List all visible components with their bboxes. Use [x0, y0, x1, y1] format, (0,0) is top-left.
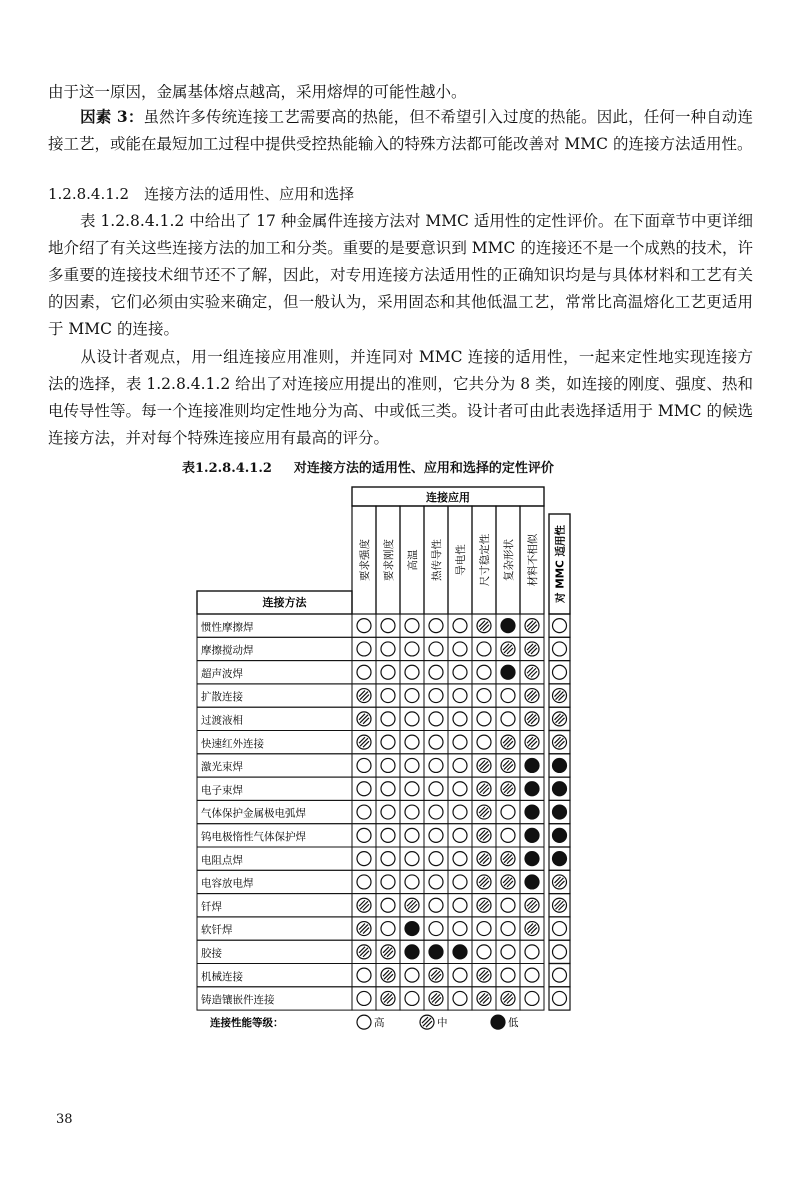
rating-symbol — [405, 828, 419, 842]
rating-symbol — [453, 852, 467, 866]
rating-symbol — [525, 875, 539, 889]
legend-text: 中 — [437, 1017, 448, 1030]
group-header-label: 连接应用 — [426, 491, 470, 504]
column-header-label: 高温 — [407, 549, 419, 571]
rating-symbol — [357, 828, 371, 842]
method-name: 软钎焊 — [201, 924, 233, 937]
page-number: 38 — [56, 1112, 73, 1127]
method-name: 胶接 — [201, 947, 222, 960]
rating-symbol — [525, 758, 539, 772]
rating-symbol — [453, 689, 467, 703]
rating-symbol — [357, 875, 371, 889]
rating-symbol — [453, 945, 467, 959]
rating-symbol — [381, 665, 395, 679]
rating-symbol — [381, 828, 395, 842]
rating-symbol — [429, 758, 443, 772]
rating-symbol — [453, 758, 467, 772]
legend-symbol — [357, 1015, 371, 1029]
rating-symbol — [429, 898, 443, 912]
rating-symbol — [381, 782, 395, 796]
mmc-symbol — [553, 828, 567, 842]
rating-symbol — [405, 712, 419, 726]
rating-symbol — [381, 642, 395, 656]
rating-symbol — [429, 828, 443, 842]
rating-symbol — [405, 665, 419, 679]
column-header-label: 尺寸稳定性 — [479, 533, 491, 587]
table-title: 对连接方法的适用性、应用和选择的定性评价 — [293, 461, 554, 476]
mmc-symbol — [553, 991, 567, 1005]
rating-symbol — [477, 689, 491, 703]
rating-symbol — [357, 665, 371, 679]
rating-symbol — [405, 852, 419, 866]
rating-symbol — [453, 875, 467, 889]
rating-symbol — [453, 735, 467, 749]
rating-symbol — [381, 712, 395, 726]
rating-symbol — [501, 689, 515, 703]
paragraph-3: 表 1.2.8.4.1.2 中给出了 17 种金属件连接方法对 MMC 适用性的定性评价。在下面章节中更详细地介绍了有关这些连接方法的加工和分类。重要的是要意识到 MMC 的连接还不是一个成熟的技术，许多重要的连接技术细节还不了解，因此，对专用连接方法适用性的正确知识均是与具体材料和工艺有关的因素，它们必须由实验来确定，但一般认为，采用固态和其他低温工艺，常常比高温熔化工艺更适用于 MMC 的连接。 — [48, 212, 753, 338]
rating-symbol — [429, 852, 443, 866]
rating-symbol — [429, 922, 443, 936]
mmc-symbol — [553, 922, 567, 936]
rating-symbol — [501, 805, 515, 819]
rating-symbol — [405, 735, 419, 749]
rating-symbol — [429, 689, 443, 703]
rating-symbol — [525, 828, 539, 842]
rating-symbol — [429, 712, 443, 726]
rating-symbol — [405, 805, 419, 819]
rating-symbol — [429, 782, 443, 796]
rating-symbol — [405, 991, 419, 1005]
rating-symbol — [453, 665, 467, 679]
column-header-label: 复杂形状 — [503, 539, 515, 581]
rating-symbol — [381, 689, 395, 703]
mmc-symbol — [553, 758, 567, 772]
rating-symbol — [501, 619, 515, 633]
rating-symbol — [477, 735, 491, 749]
rating-symbol — [453, 619, 467, 633]
mmc-symbol — [553, 619, 567, 633]
mmc-symbol — [553, 945, 567, 959]
section-heading: 1.2.8.4.1.2 连接方法的适用性、应用和选择 — [48, 185, 355, 203]
rating-symbol — [357, 619, 371, 633]
rating-symbol — [477, 712, 491, 726]
method-name: 铸造镶嵌件连接 — [201, 994, 275, 1007]
method-name: 激光束焊 — [201, 761, 243, 774]
rating-symbol — [453, 805, 467, 819]
rating-symbol — [501, 945, 515, 959]
rating-symbol — [357, 642, 371, 656]
method-header-label: 连接方法 — [262, 596, 307, 609]
rating-symbol — [357, 805, 371, 819]
mmc-symbol — [553, 642, 567, 656]
column-header-label: 要求强度 — [359, 539, 371, 581]
method-name: 摩擦搅动焊 — [201, 644, 254, 657]
mmc-symbol — [553, 852, 567, 866]
rating-symbol — [381, 852, 395, 866]
method-name: 电阻点焊 — [201, 854, 243, 867]
rating-symbol — [501, 968, 515, 982]
method-name: 钨电极惰性气体保护焊 — [201, 831, 306, 843]
rating-symbol — [405, 642, 419, 656]
rating-symbol — [429, 619, 443, 633]
method-name: 惯性摩擦焊 — [201, 621, 254, 634]
rating-symbol — [381, 922, 395, 936]
rating-symbol — [429, 805, 443, 819]
rating-symbol — [381, 805, 395, 819]
rating-symbol — [405, 689, 419, 703]
rating-symbol — [429, 665, 443, 679]
rating-symbol — [405, 922, 419, 936]
rating-symbol — [357, 782, 371, 796]
paragraph-4: 从设计者观点，用一组连接应用准则，并连同对 MMC 连接的适用性，一起来定性地实现连接方法的选择，表 1.2.8.4.1.2 给出了对连接应用提出的准则，它共分为 8 类，如连接的刚度、强度、热和电传导性等。每一个连接准则均定性地分为高、中或低三类。设计者可由此表选择适用于 MMC 的候选连接方法，并对每个特殊连接应用有最高的评分。 — [48, 348, 753, 447]
paragraph-1: 由于这一原因，金属基体熔点越高，采用熔焊的可能性越小。 — [48, 83, 467, 101]
rating-symbol — [381, 619, 395, 633]
rating-symbol — [405, 968, 419, 982]
rating-symbol — [453, 828, 467, 842]
rating-symbol — [381, 735, 395, 749]
rating-symbol — [525, 968, 539, 982]
rating-symbol — [429, 945, 443, 959]
rating-symbol — [453, 968, 467, 982]
rating-symbol — [453, 991, 467, 1005]
rating-symbol — [405, 782, 419, 796]
column-header-label: 热传导性 — [431, 539, 443, 581]
rating-symbol — [501, 712, 515, 726]
rating-symbol — [453, 782, 467, 796]
method-name: 扩散连接 — [201, 691, 243, 704]
rating-symbol — [357, 852, 371, 866]
rating-symbol — [357, 991, 371, 1005]
rating-symbol — [525, 991, 539, 1005]
rating-symbol — [501, 665, 515, 679]
mmc-header-label: 对 MMC 适用性 — [554, 525, 567, 603]
table-number: 表1.2.8.4.1.2 — [182, 461, 272, 476]
rating-symbol — [381, 898, 395, 912]
method-name: 超声波焊 — [201, 667, 243, 680]
rating-symbol — [525, 805, 539, 819]
rating-symbol — [525, 945, 539, 959]
column-header-label: 导电性 — [455, 544, 467, 576]
method-name: 快速红外连接 — [201, 737, 264, 750]
rating-symbol — [453, 712, 467, 726]
mmc-symbol — [553, 968, 567, 982]
rating-symbol — [405, 875, 419, 889]
rating-symbol — [477, 922, 491, 936]
method-name: 气体保护金属极电弧焊 — [201, 807, 306, 820]
column-header-label: 材料不相似 — [527, 533, 539, 587]
rating-symbol — [477, 945, 491, 959]
method-name: 机械连接 — [201, 970, 243, 983]
rating-symbol — [525, 782, 539, 796]
mmc-symbol — [553, 805, 567, 819]
column-header-label: 要求刚度 — [383, 539, 395, 581]
rating-symbol — [405, 619, 419, 633]
rating-symbol — [405, 945, 419, 959]
method-name: 电子束焊 — [201, 784, 243, 797]
rating-symbol — [477, 665, 491, 679]
legend-text: 低 — [508, 1017, 519, 1030]
rating-symbol — [501, 922, 515, 936]
legend-text: 高 — [374, 1017, 385, 1030]
legend-symbol — [491, 1015, 505, 1029]
method-name: 电容放电焊 — [201, 877, 254, 890]
rating-symbol — [453, 642, 467, 656]
rating-symbol — [453, 898, 467, 912]
mmc-symbol — [553, 782, 567, 796]
mmc-symbol — [553, 665, 567, 679]
rating-symbol — [381, 875, 395, 889]
rating-symbol — [477, 642, 491, 656]
rating-symbol — [405, 758, 419, 772]
legend-label: 连接性能等级： — [210, 1017, 284, 1030]
rating-symbol — [357, 758, 371, 772]
rating-symbol — [501, 828, 515, 842]
rating-symbol — [381, 758, 395, 772]
method-name: 钎焊 — [201, 900, 222, 913]
method-name: 过渡液相 — [201, 714, 243, 727]
rating-symbol — [429, 735, 443, 749]
rating-symbol — [429, 875, 443, 889]
rating-symbol — [501, 898, 515, 912]
rating-symbol — [525, 852, 539, 866]
rating-symbol — [429, 642, 443, 656]
factor-label: 因素 3： — [80, 107, 144, 126]
rating-symbol — [357, 968, 371, 982]
rating-symbol — [453, 922, 467, 936]
paragraph-2: 因素 3：虽然许多传统连接工艺需要高的热能，但不希望引入过度的热能。因此，任何一种自动连接工艺，或能在最短加工过程中提供受控热能输入的特殊方法都可能改善对 MMC 的连接方法适用性。 — [48, 107, 753, 153]
